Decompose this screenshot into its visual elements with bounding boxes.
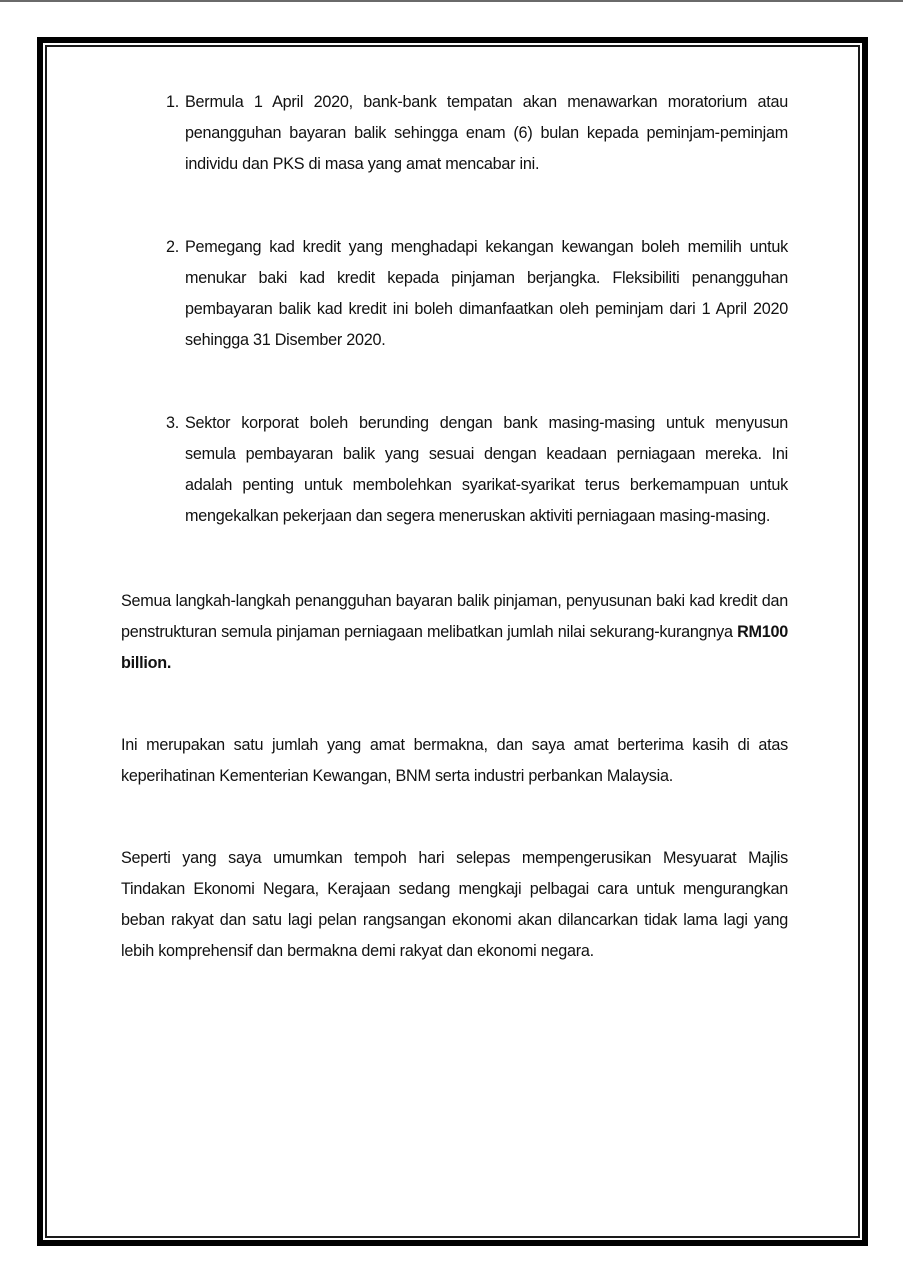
- list-marker-3: 3.: [166, 414, 180, 432]
- list-item-text-3: Sektor korporat boleh berunding dengan bank masing-masing untuk menyusun semula pembayaran balik yang sesuai dengan keadaan perniagaan mereka. Ini adalah penting untuk membolehkan syarikat-syarikat terus berkemampuan untuk mengekalkan pekerjaan dan segera meneruskan aktiviti perniagaan masing-masing.: [185, 414, 788, 525]
- paragraph-total-value-text: Semua langkah-langkah penangguhan bayaran balik pinjaman, penyusunan baki kad kredit dan penstrukturan semula pinjaman perniagaan melibatkan jumlah nilai sekurang-kurangnya: [121, 592, 788, 641]
- list-marker-1: 1.: [166, 93, 180, 111]
- paragraph-total-value: [121, 586, 788, 679]
- list-item-1: [121, 87, 788, 180]
- document-body: [121, 87, 788, 967]
- list-item-text-1: Bermula 1 April 2020, bank-bank tempatan akan menawarkan moratorium atau penangguhan bayaran balik sehingga enam (6) bulan kepada peminjam-peminjam individu dan PKS di masa yang amat mencabar ini.: [185, 93, 788, 173]
- paragraph-stimulus-plan: Seperti yang saya umumkan tempoh hari selepas mempengerusikan Mesyuarat Majlis Tindakan Ekonomi Negara, Kerajaan sedang mengkaji pelbagai cara untuk mengurangkan beban rakyat dan satu lagi pelan rangsangan ekonomi akan dilancarkan tidak lama lagi yang lebih komprehensif dan bermakna demi rakyat dan ekonomi negara.: [121, 849, 788, 960]
- list-item-3: [121, 408, 788, 532]
- total-value-highlight: RM100 billion.: [121, 623, 788, 672]
- list-marker-2: 2.: [166, 238, 180, 256]
- paragraph-thanks: Ini merupakan satu jumlah yang amat bermakna, dan saya amat berterima kasih di atas keperihatinan Kementerian Kewangan, BNM serta industri perbankan Malaysia.: [121, 736, 788, 785]
- list-item-2: [121, 232, 788, 356]
- list-item-text-2: Pemegang kad kredit yang menghadapi kekangan kewangan boleh memilih untuk menukar baki kad kredit kepada pinjaman berjangka. Fleksibiliti penangguhan pembayaran balik kad kredit ini boleh dimanfaatkan oleh peminjam dari 1 April 2020 sehingga 31 Disember 2020.: [185, 238, 788, 349]
- top-edge-line: [0, 0, 903, 2]
